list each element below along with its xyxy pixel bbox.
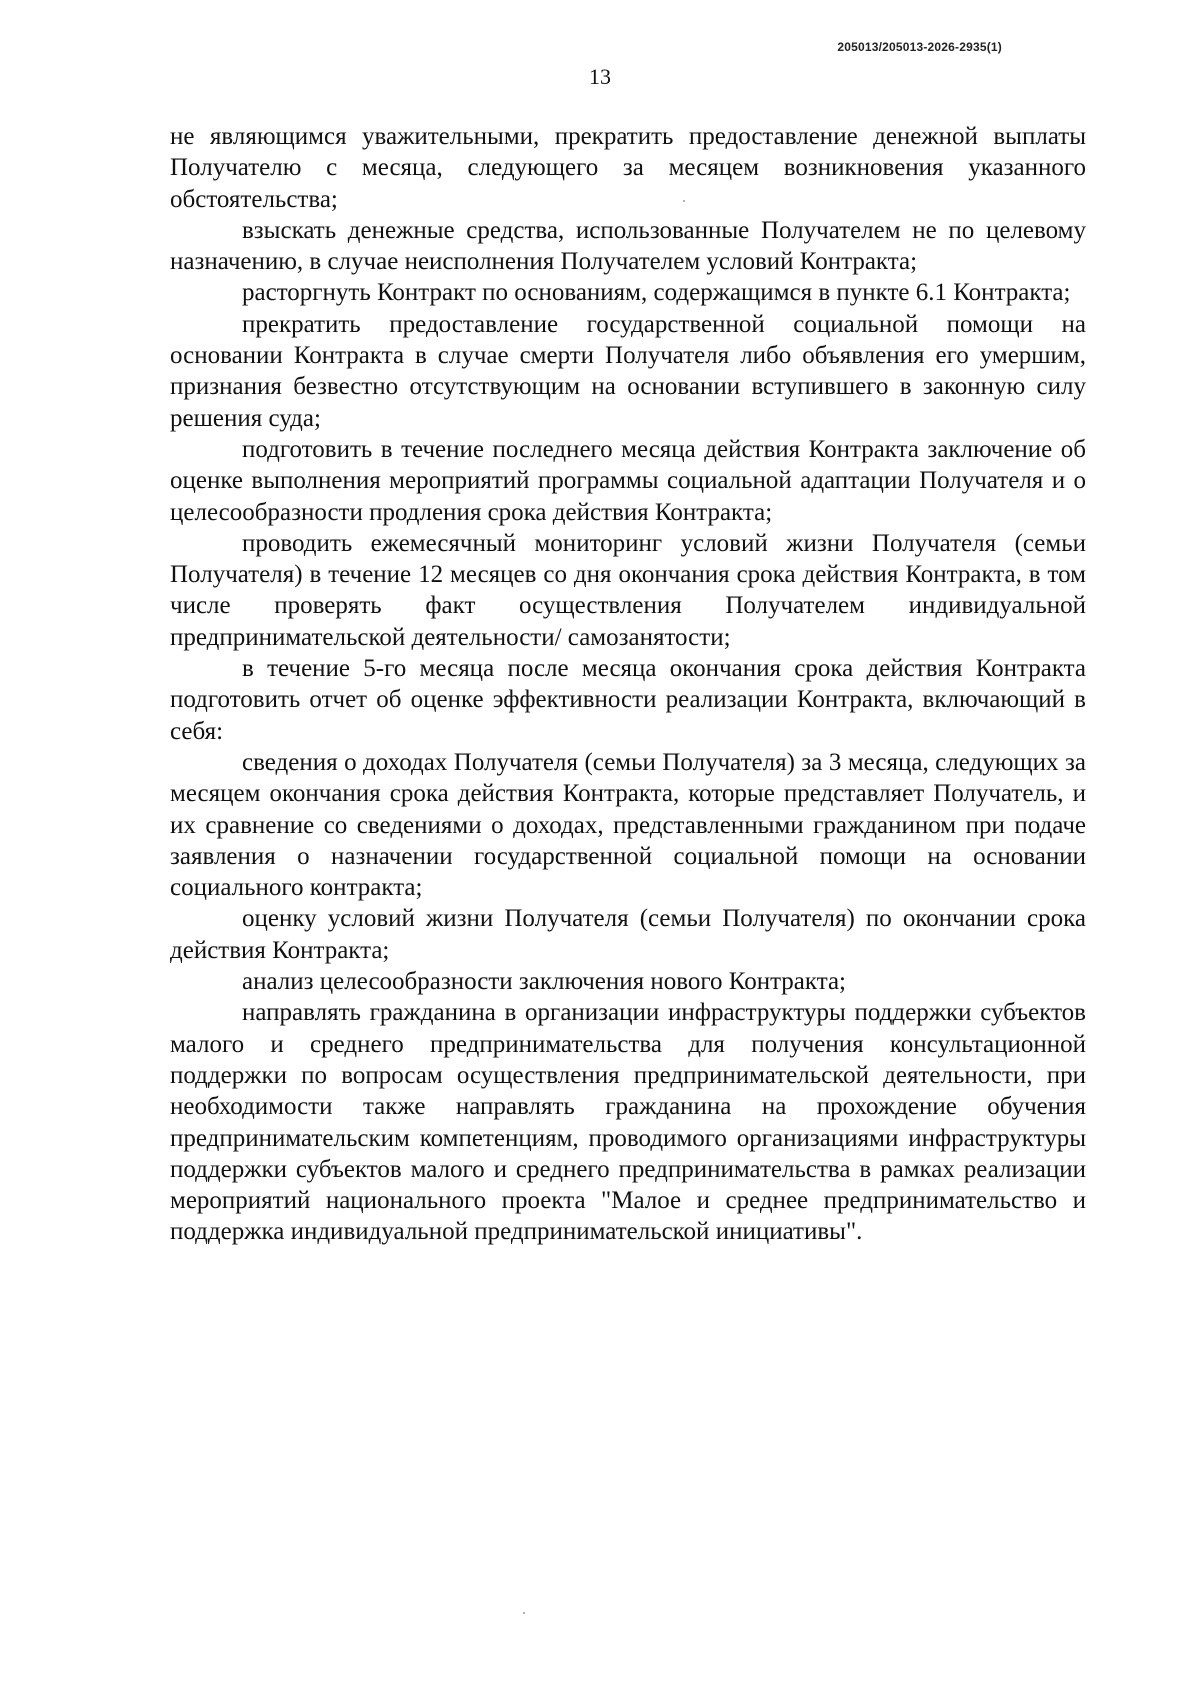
paragraph: направлять гражданина в организации инфраструктуры поддержки субъектов малого и среднего предпринимательства для получения консультационной поддержки по вопросам осуществления предпринимательской деятельности, при необходимости также направлять гражданина на прохождение обучения предпринимательским компетенциям, проводимого организациями инфраструктуры поддержки субъектов малого и среднего предпринимательства в рамках реализации мероприятий национального проекта "Малое и среднее предпринимательство и поддержка индивидуальной предпринимательской инициативы". [170, 999, 1086, 1246]
paragraph: анализ целесообразности заключения нового Контракта; [242, 968, 846, 996]
paragraph: не являющимся уважительными, прекратить предоставление денежной выплаты Получателю с месяца, следующего за месяцем возникновения указанного обстоятельства; [170, 123, 1086, 213]
paragraph: в течение 5-го месяца после месяца окончания срока действия Контракта подготовить отчет об оценке эффективности реализации Контракта, включающий в себя: [170, 655, 1086, 745]
scan-speck [523, 1612, 525, 1614]
paragraph: сведения о доходах Получателя (семьи Получателя) за 3 месяца, следующих за месяцем окончания срока действия Контракта, которые представляет Получатель, и их сравнение со сведениями о доходах, представленными гражданином при подаче заявления о назначении государственной социальной помощи на основании социального контракта; [170, 748, 1086, 902]
paragraph: подготовить в течение последнего месяца действия Контракта заключение об оценке выполнения мероприятий программы социальной адаптации Получателя и о целесообразности продления срока действия Контракта; [170, 435, 1086, 526]
paragraph: взыскать денежные средства, использованные Получателем не по целевому назначению, в случае неисполнения Получателем условий Контракта; [170, 216, 1086, 276]
document-id: 205013/205013-2026-2935(1) [837, 40, 1002, 54]
page-number: 13 [589, 64, 611, 89]
scan-speck [683, 200, 685, 202]
paragraph: расторгнуть Контракт по основаниям, содержащимся в пункте 6.1 Контракта; [242, 279, 1071, 307]
paragraph: оценку условий жизни Получателя (семьи Получателя) по окончании срока действия Контракта; [170, 905, 1086, 964]
paragraph: прекратить предоставление государственной социальной помощи на основании Контракта в случае смерти Получателя либо объявления его умершим, признания безвестно отсутствующим на основании вступившего в законную силу решения суда; [170, 310, 1086, 432]
document-body [170, 121, 1086, 1248]
paragraph: проводить ежемесячный мониторинг условий жизни Получателя (семьи Получателя) в течение 12 месяцев со дня окончания срока действия Контракта, в том числе проверять факт осуществления Получателем индивидуальной предпринимательской деятельности/ самозанятости; [170, 529, 1086, 651]
